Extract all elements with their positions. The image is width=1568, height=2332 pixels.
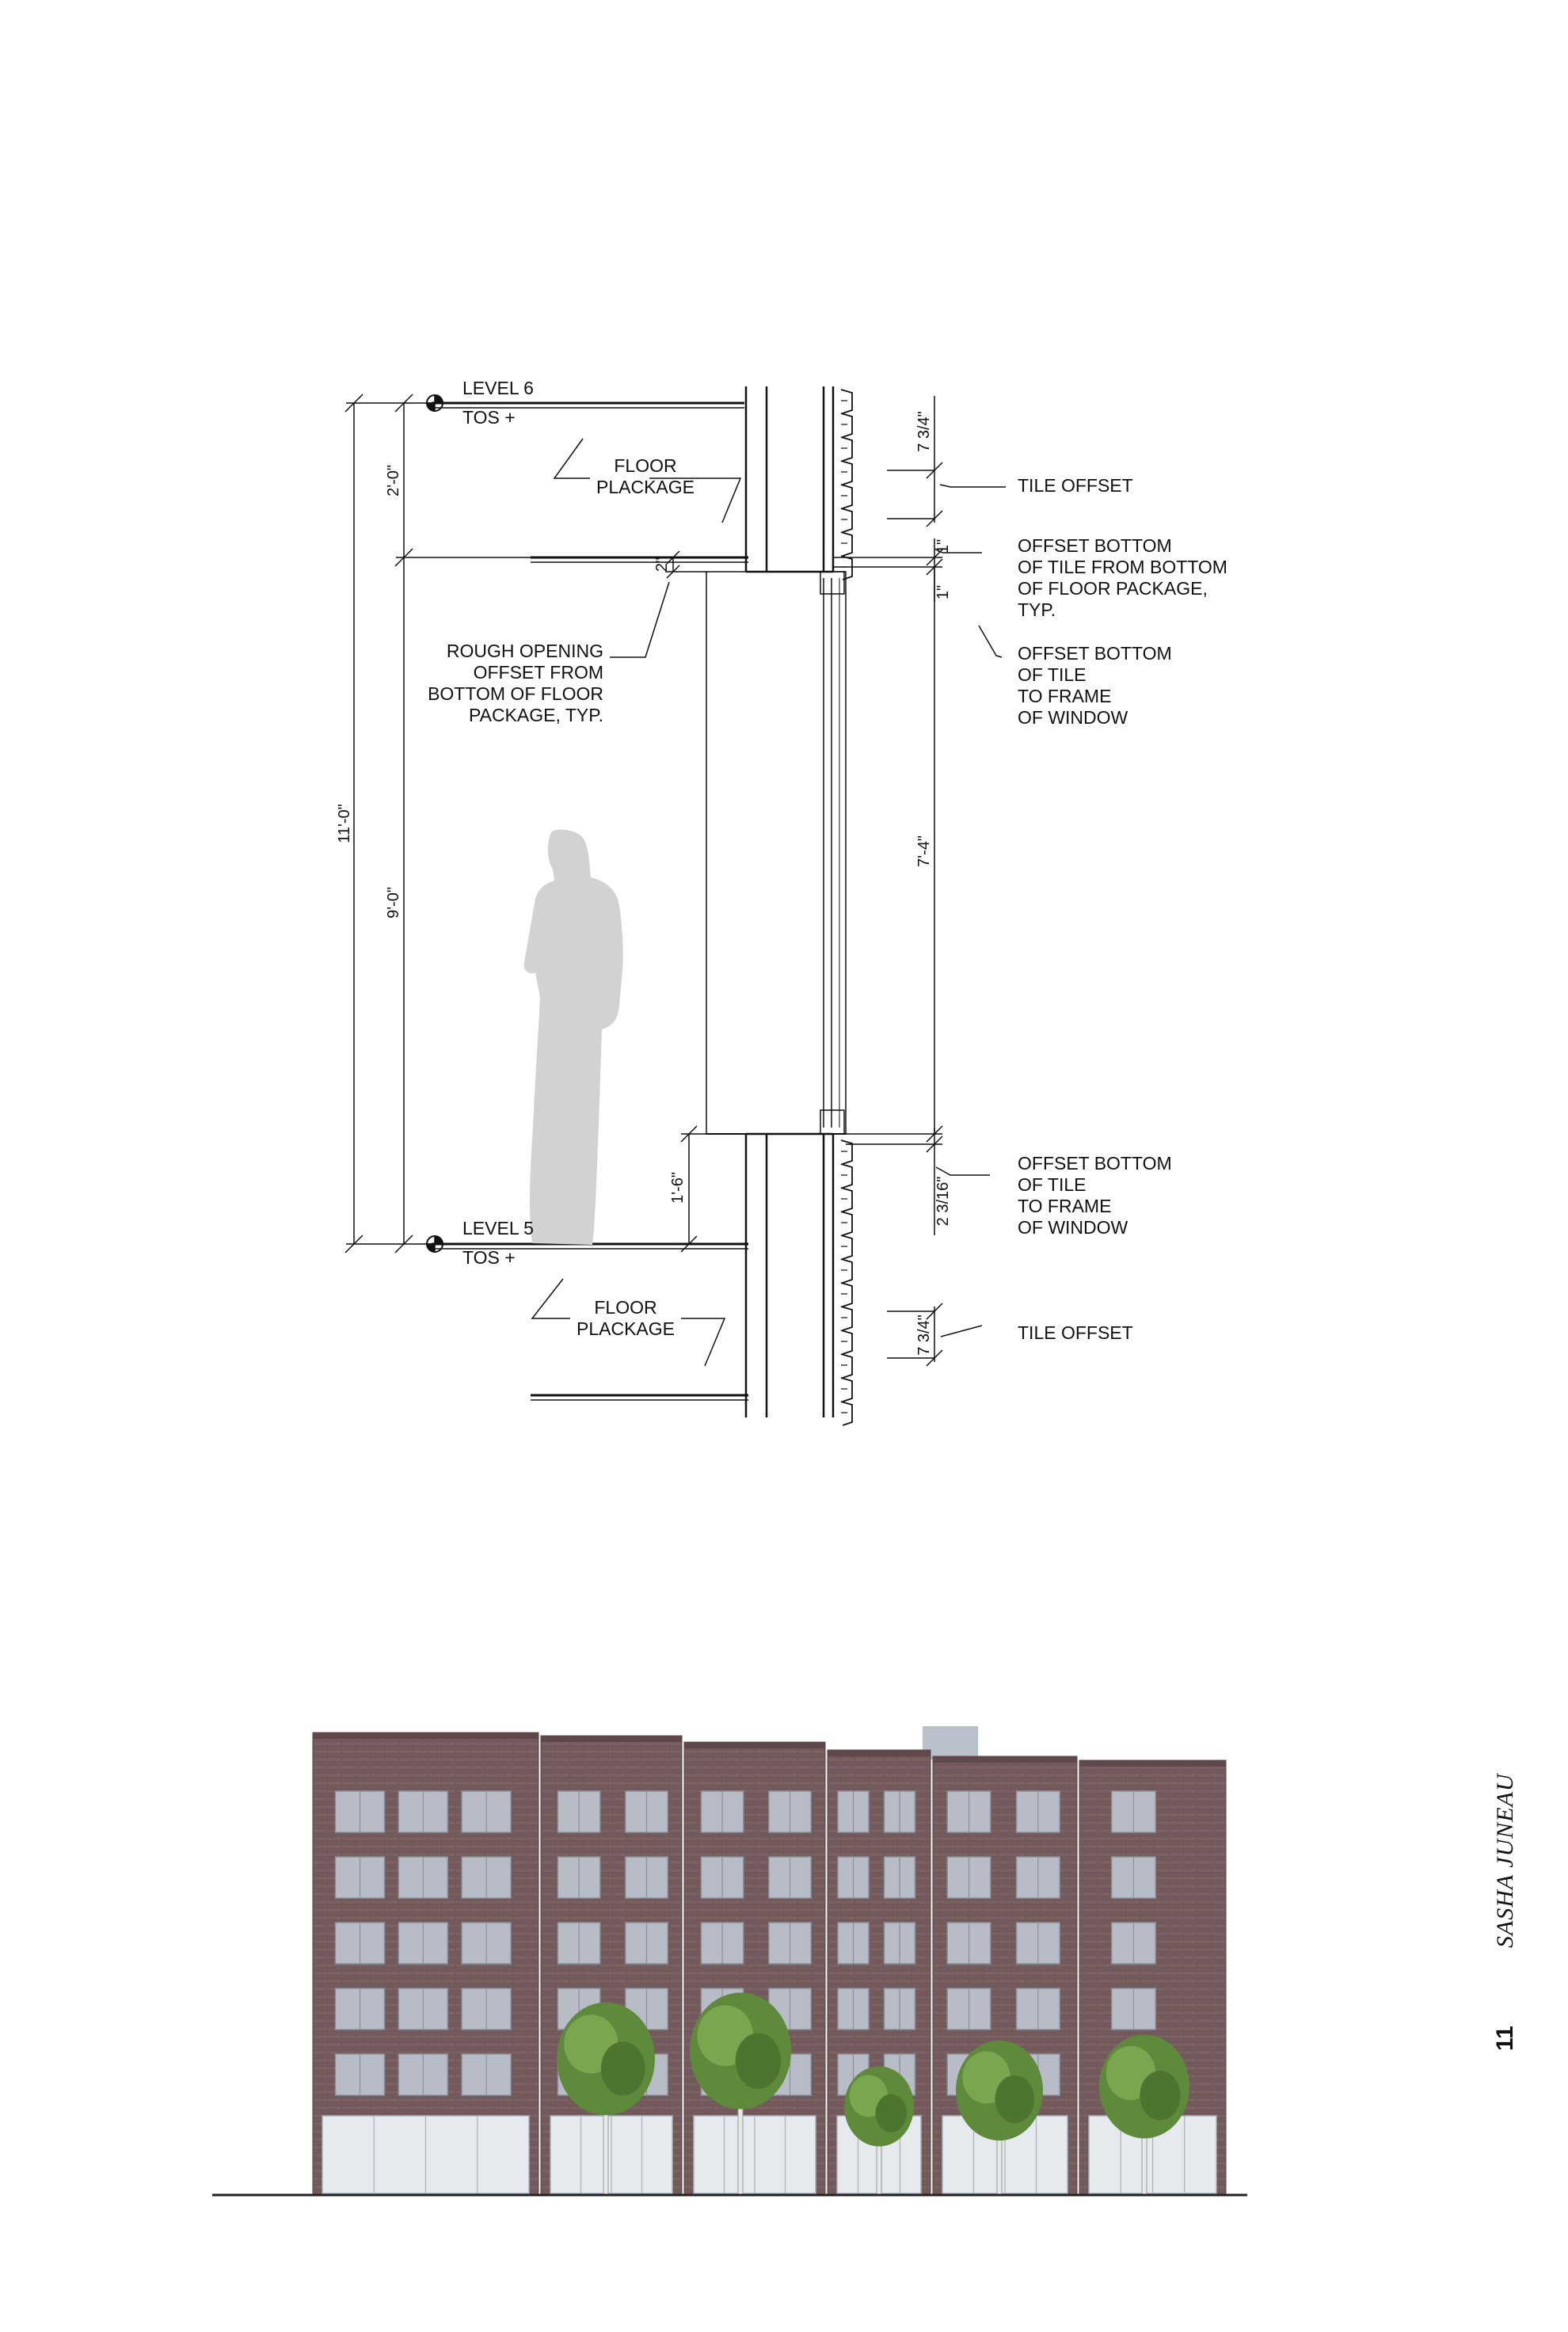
page-credits bbox=[1475, 1742, 1538, 2090]
tile-course bbox=[841, 532, 852, 556]
tile-course bbox=[841, 1378, 852, 1402]
dim-overall-text: 11'-0" bbox=[336, 804, 353, 843]
dim-window-height-text: 7'-4" bbox=[915, 835, 933, 867]
floor-package-line: PLACKAGE bbox=[577, 1318, 675, 1339]
level-6-tag: TOS + bbox=[462, 407, 516, 428]
dimension-overall bbox=[345, 394, 432, 1253]
note-line: TYP. bbox=[1018, 599, 1056, 620]
dim-tile-bottom-a-text: 1" bbox=[934, 538, 952, 554]
note-tile-offset-top: TILE OFFSET bbox=[1018, 475, 1133, 496]
note-offset-bottom-window-sill bbox=[1018, 1153, 1172, 1238]
level-6-marker bbox=[426, 394, 443, 412]
tile-course bbox=[841, 1330, 852, 1354]
floor-package-line: FLOOR bbox=[614, 455, 677, 476]
note-line: OFFSET BOTTOM bbox=[1018, 643, 1172, 664]
dim-rough-opening-text: 2" bbox=[653, 557, 671, 573]
tile-course bbox=[841, 485, 852, 508]
note-line: TO FRAME bbox=[1018, 1196, 1112, 1216]
tile-cladding-lower bbox=[841, 1140, 852, 1425]
tile-course bbox=[841, 437, 852, 461]
level-5-marker bbox=[426, 1235, 443, 1253]
note-offset-bottom-window-head bbox=[1018, 643, 1172, 728]
tile-course bbox=[841, 1283, 852, 1307]
floor-package-line: PLACKAGE bbox=[596, 477, 695, 497]
tile-course bbox=[841, 1188, 852, 1212]
building-bay-2 bbox=[541, 1736, 682, 2195]
tile-course bbox=[841, 1164, 852, 1188]
building-elevation bbox=[212, 1726, 1247, 2195]
floor-package-label-lower bbox=[577, 1297, 675, 1339]
tile-course bbox=[841, 556, 852, 580]
note-line: OF WINDOW bbox=[1018, 1217, 1128, 1238]
person-silhouette bbox=[524, 830, 623, 1245]
dim-tile-bottom-b-text: 1" bbox=[934, 584, 952, 600]
note-line: OFFSET FROM bbox=[473, 662, 603, 683]
dimension-tile-offset-bottom bbox=[887, 1303, 942, 1366]
note-line: OF FLOOR PACKAGE, bbox=[1018, 578, 1208, 599]
dim-clear-text: 9'-0" bbox=[385, 887, 402, 919]
window-unit bbox=[706, 572, 846, 1134]
note-line: OFFSET BOTTOM bbox=[1018, 1153, 1172, 1174]
author-name: SASHA JUNEAU bbox=[1492, 1773, 1518, 1948]
note-line: OF TILE bbox=[1018, 1174, 1087, 1195]
tile-course bbox=[841, 461, 852, 485]
tile-cladding-upper bbox=[841, 390, 852, 580]
note-line: ROUGH OPENING bbox=[446, 641, 603, 661]
note-line: PACKAGE, TYP. bbox=[468, 705, 603, 725]
tile-course bbox=[841, 1235, 852, 1259]
tile-course bbox=[841, 1212, 852, 1235]
note-line: TO FRAME bbox=[1018, 686, 1112, 706]
note-line: OF TILE FROM BOTTOM bbox=[1018, 557, 1227, 577]
dim-tile-offset-bottom-text: 7 3/4" bbox=[915, 1314, 933, 1356]
tile-course bbox=[841, 1259, 852, 1283]
tile-course bbox=[841, 1402, 852, 1425]
building-bay-1 bbox=[313, 1733, 539, 2195]
section-text bbox=[336, 378, 1227, 1356]
building-bay-3 bbox=[684, 1742, 825, 2195]
dim-tile-offset-top-text: 7 3/4" bbox=[915, 411, 933, 452]
tile-course bbox=[841, 413, 852, 437]
level-5-name: LEVEL 5 bbox=[462, 1218, 534, 1238]
wall-section-drawing bbox=[345, 386, 1006, 1425]
exterior-wall-upper bbox=[746, 386, 833, 572]
dimension-floor-package bbox=[395, 394, 531, 1253]
exterior-wall-lower bbox=[746, 1134, 833, 1417]
note-offset-bottom-floor bbox=[1018, 535, 1227, 620]
dimension-tile-bottom-offsets bbox=[833, 538, 942, 602]
note-line: OF WINDOW bbox=[1018, 707, 1128, 728]
floor-package-label-upper bbox=[596, 455, 695, 497]
note-line: OFFSET BOTTOM bbox=[1018, 535, 1172, 556]
tile-course bbox=[841, 390, 852, 413]
note-tile-offset-bottom: TILE OFFSET bbox=[1018, 1322, 1133, 1343]
level-5-tag: TOS + bbox=[462, 1247, 516, 1268]
page-number: 11 bbox=[1492, 2026, 1518, 2051]
tile-course bbox=[841, 1354, 852, 1378]
note-rough-opening bbox=[428, 641, 603, 725]
dimension-tile-offset-top bbox=[887, 396, 942, 527]
dimension-rough-opening bbox=[665, 551, 706, 578]
floor-package-line: FLOOR bbox=[594, 1297, 657, 1318]
tile-course bbox=[841, 1307, 852, 1330]
dimension-tile-to-sill bbox=[846, 1128, 942, 1235]
dim-sill-height-text: 1'-6" bbox=[669, 1172, 687, 1204]
dim-floor-package-text: 2'-0" bbox=[385, 465, 402, 496]
level-6-name: LEVEL 6 bbox=[462, 378, 534, 398]
dim-tile-to-sill-text: 2 3/16" bbox=[934, 1176, 952, 1227]
note-line: OF TILE bbox=[1018, 664, 1087, 685]
note-line: BOTTOM OF FLOOR bbox=[428, 683, 603, 704]
tile-course bbox=[841, 508, 852, 532]
